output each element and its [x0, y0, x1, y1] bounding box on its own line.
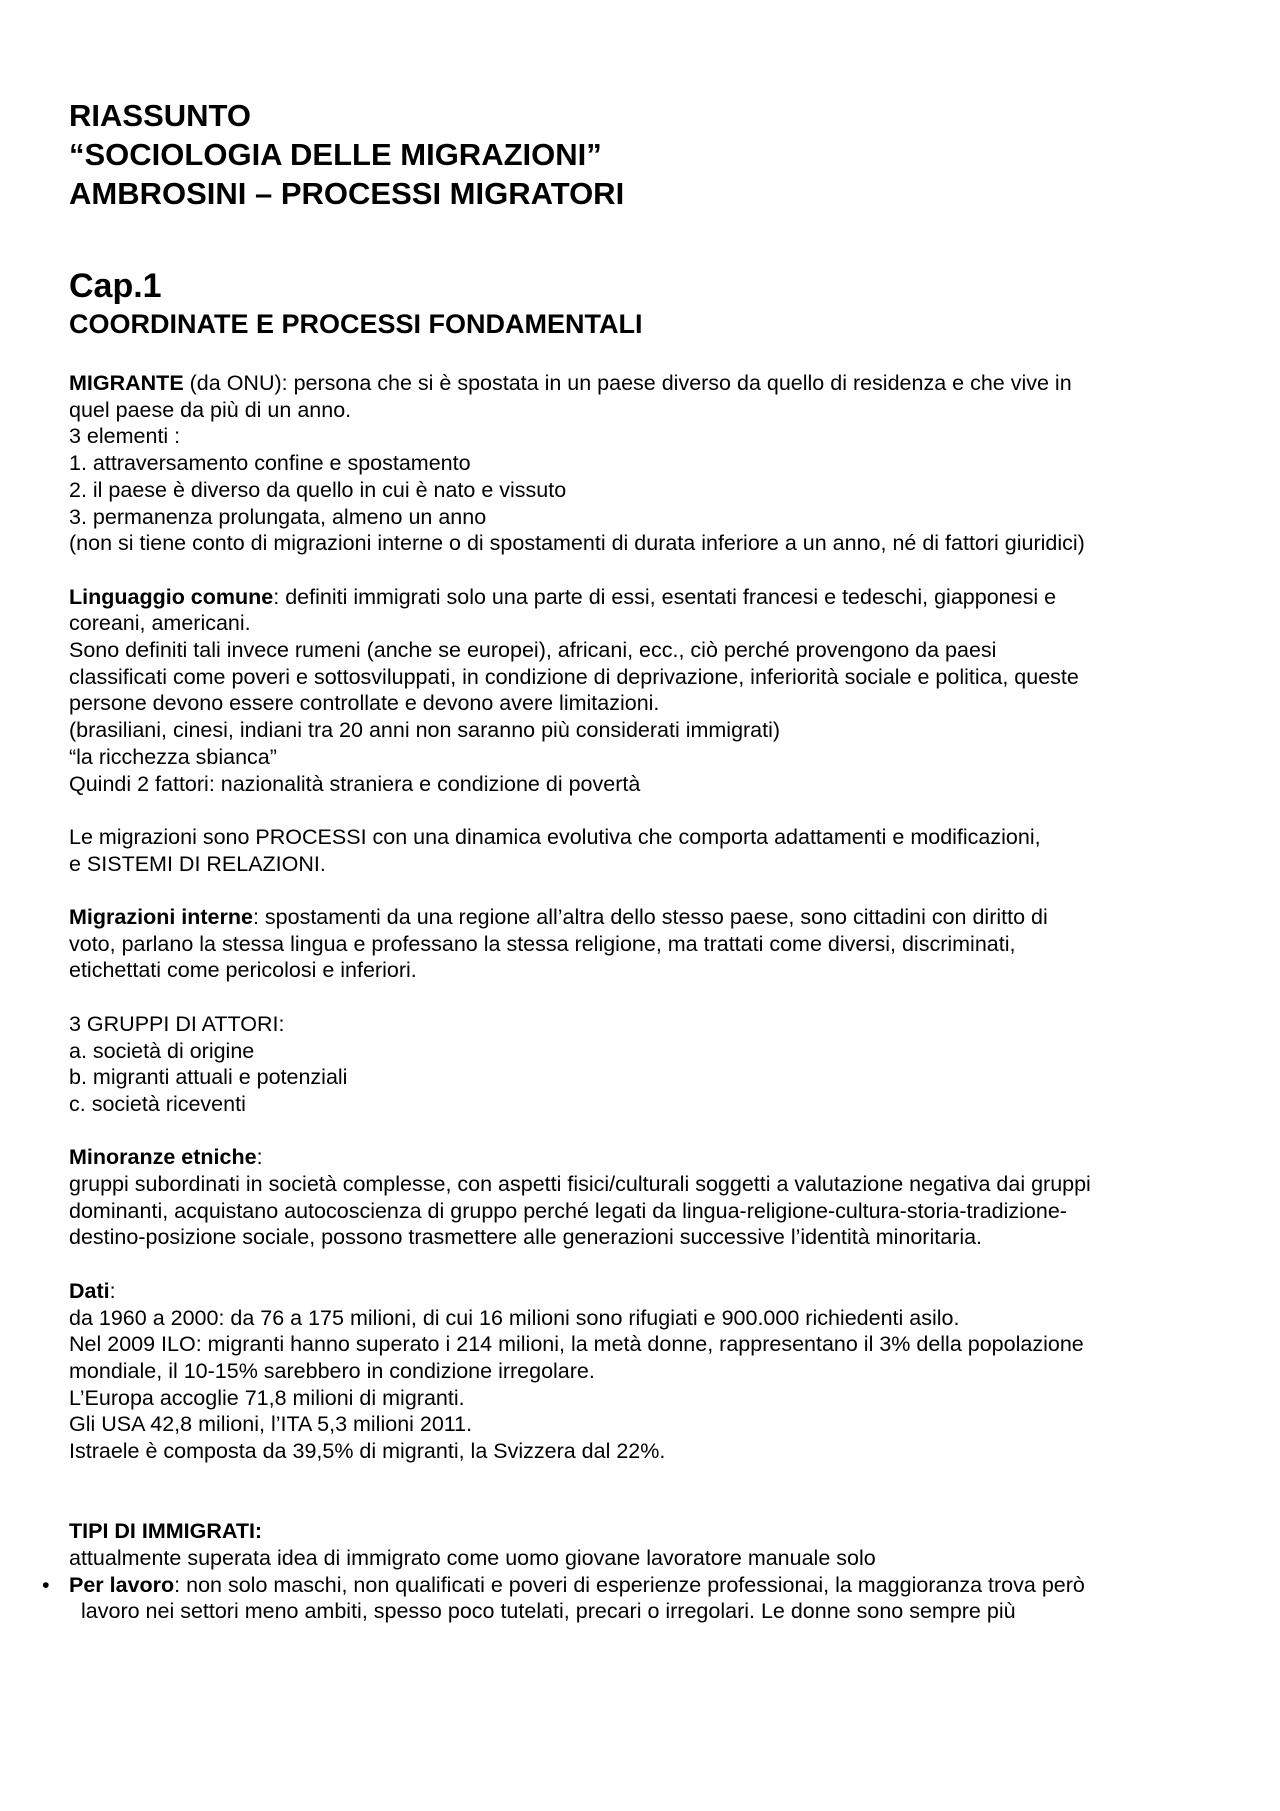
section-migrante	[69, 370, 1219, 557]
paragraph-line: Gli USA 42,8 milioni, l’ITA 5,3 milioni 2011.	[69, 1412, 473, 1437]
spacer	[69, 984, 1219, 1011]
paragraph-line: classificati come poveri e sottosviluppati, in condizione di deprivazione, inferiorità sociale e politica, queste	[69, 664, 1079, 689]
text-run: :	[109, 1278, 116, 1303]
document-body	[42, 370, 1219, 1625]
paragraph-line: Sono definiti tali invece rumeni (anche se europei), africani, ecc., ciò perché provengono da paesi	[69, 638, 997, 663]
spacer	[69, 797, 1219, 824]
paragraph-line: Istraele è composta da 39,5% di migranti, la Svizzera dal 22%.	[69, 1439, 666, 1464]
term-dati: Dati	[69, 1278, 110, 1303]
list-item: 1. attraversamento confine e spostamento	[69, 451, 471, 476]
spacer	[69, 1251, 1219, 1278]
section-minoranze	[69, 1144, 1219, 1251]
text-run: : definiti immigrati solo una parte di essi, esentati francesi e tedeschi, giapponesi e	[273, 584, 1057, 609]
paragraph-line: dominanti, acquistano autocoscienza di gruppo perché legati da lingua-religione-cultura-storia-tradizione-	[69, 1198, 1067, 1223]
section-processi	[69, 824, 1219, 877]
section-migrazioni-interne	[69, 904, 1219, 984]
term-linguaggio: Linguaggio comune	[69, 584, 274, 609]
bullet-icon: •	[42, 1572, 50, 1597]
paragraph-line: mondiale, il 10-15% sarebbero in condizione irregolare.	[69, 1358, 595, 1383]
paragraph-line: Nel 2009 ILO: migranti hanno superato i 214 milioni, la metà donne, rappresentano il 3% della popolazione	[69, 1332, 1084, 1357]
paragraph-line	[69, 1144, 1219, 1171]
paragraph-line: quel paese da più di un anno.	[69, 397, 352, 422]
paragraph-line: Quindi 2 fattori: nazionalità straniera e condizione di povertà	[69, 771, 641, 796]
paragraph-line: Le migrazioni sono PROCESSI con una dinamica evolutiva che comporta adattamenti e modificazioni,	[69, 824, 1041, 849]
list-item: b. migranti attuali e potenziali	[69, 1065, 348, 1090]
spacer	[69, 557, 1219, 584]
list-item: 2. il paese è diverso da quello in cui è nato e vissuto	[69, 477, 567, 502]
paragraph-line	[69, 584, 1219, 611]
paragraph-line	[69, 1278, 1219, 1305]
paragraph-line: (brasiliani, cinesi, indiani tra 20 anni non saranno più considerati immigrati)	[69, 718, 781, 743]
title-line: “SOCIOLOGIA DELLE MIGRAZIONI”	[69, 137, 602, 172]
term-migrante: MIGRANTE	[69, 371, 184, 395]
term-per-lavoro: Per lavoro	[69, 1572, 175, 1597]
text-run: (da ONU): persona che si è spostata in un paese diverso da quello di residenza e che vive in	[183, 371, 1072, 395]
spacer	[69, 877, 1219, 904]
spacer	[69, 1118, 1219, 1145]
paragraph-line: “la ricchezza sbianca”	[69, 744, 277, 769]
paragraph-line: voto, parlano la stessa lingua e professano la stessa religione, ma trattati come diversi, discriminati,	[69, 931, 1016, 956]
term-minoranze: Minoranze etniche	[69, 1145, 257, 1170]
paragraph-line: gruppi subordinati in società complesse, con aspetti fisici/culturali soggetti a valutazione negativa dai gruppi	[69, 1172, 1091, 1197]
section-heading	[69, 1518, 1219, 1545]
paragraph-line: L’Europa accoglie 71,8 milioni di migranti.	[69, 1385, 465, 1410]
paragraph-line: 3 elementi :	[69, 424, 181, 449]
chapter-title: COORDINATE E PROCESSI FONDAMENTALI	[69, 309, 643, 339]
text-run: :	[256, 1145, 263, 1170]
document-title	[69, 96, 624, 213]
section-heading: 3 GRUPPI DI ATTORI:	[69, 1011, 285, 1036]
paragraph-line: coreani, americani.	[69, 611, 251, 636]
title-line: RIASSUNTO	[69, 98, 252, 133]
paragraph-line: (non si tiene conto di migrazioni interne o di spostamenti di durata inferiore a un anno, né di fattori giuridici)	[69, 531, 1085, 556]
paragraph-line: attualmente superata idea di immigrato come uomo giovane lavoratore manuale solo	[69, 1545, 876, 1570]
paragraph-line: e SISTEMI DI RELAZIONI.	[69, 851, 326, 876]
section-linguaggio	[69, 584, 1219, 798]
paragraph-line	[69, 370, 1219, 397]
chapter-number: Cap.1	[69, 267, 162, 305]
paragraph-line: etichettati come pericolosi e inferiori.	[69, 958, 417, 983]
bullet-item-per-lavoro	[42, 1572, 1219, 1625]
text-run: : spostamenti da una regione all’altra dello stesso paese, sono cittadini con diritto di	[252, 905, 1048, 930]
section-tipi	[42, 1518, 1219, 1625]
spacer	[69, 1465, 1219, 1518]
paragraph-line: persone devono essere controllate e devono avere limitazioni.	[69, 691, 660, 716]
list-item: c. società riceventi	[69, 1091, 246, 1116]
paragraph-line: destino-posizione sociale, possono trasmettere alle generazioni successive l’identità minoritaria.	[69, 1225, 983, 1250]
text-run: : non solo maschi, non qualificati e poveri di esperienze professionai, la maggioranza trova però	[174, 1572, 1085, 1597]
section-dati	[69, 1278, 1219, 1465]
term-migrazioni-interne: Migrazioni interne	[69, 905, 253, 930]
list-item: 3. permanenza prolungata, almeno un anno	[69, 504, 487, 529]
paragraph-line: lavoro nei settori meno ambiti, spesso poco tutelati, precari o irregolari. Le donne sono sempre più	[81, 1599, 1016, 1624]
paragraph-line: da 1960 a 2000: da 76 a 175 milioni, di cui 16 milioni sono rifugiati e 900.000 richiedenti asilo.	[69, 1305, 960, 1330]
heading-text: TIPI DI IMMIGRATI:	[69, 1519, 263, 1544]
title-line: AMBROSINI – PROCESSI MIGRATORI	[69, 176, 625, 211]
list-item: a. società di origine	[69, 1038, 255, 1063]
section-attori	[69, 1011, 1219, 1118]
paragraph-line	[69, 904, 1219, 931]
paragraph-line	[69, 1572, 1219, 1599]
